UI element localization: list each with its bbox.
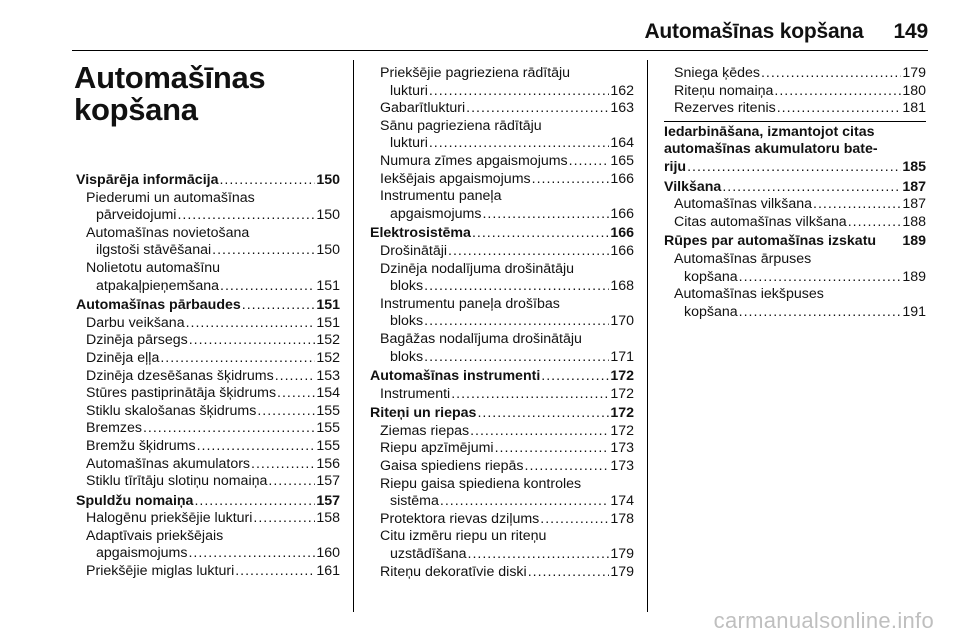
toc-entry[interactable]: Adaptīvais priekšējais apgaismojums ..... 160 (76, 528, 340, 563)
toc-entry[interactable]: Citas automašīnas vilkšana ..... 188 (664, 214, 926, 232)
toc-entry[interactable]: Sānu pagrieziena rādītāju lukturi ..... 164 (370, 118, 634, 153)
column-divider-1 (353, 60, 354, 612)
toc-entry[interactable]: Instrumentu paneļa apgaismojums ..... 166 (370, 188, 634, 223)
toc-entry[interactable]: Stūres pastiprinātāja šķidrums ..... 154 (76, 385, 340, 403)
toc-entry[interactable]: Riteņu nomaiņa ..... 180 (664, 83, 926, 101)
toc-entry[interactable]: Dzinēja eļļa ..... 152 (76, 350, 340, 368)
toc-entry[interactable]: Numura zīmes apgaismojums ..... 165 (370, 153, 634, 171)
toc-entry[interactable]: Drošinātāji ..... 166 (370, 243, 634, 261)
section-separator (664, 121, 926, 122)
toc-entry[interactable]: Riteņu dekoratīvie diski ..... 179 (370, 564, 634, 582)
toc-section[interactable]: Automašīnas pārbaudes ..... 151 (76, 297, 340, 315)
toc-entry[interactable]: Protektora rievas dziļums ..... 178 (370, 511, 634, 529)
page-header (600, 20, 928, 44)
toc-entry[interactable]: Automašīnas vilkšana ..... 187 (664, 196, 926, 214)
toc-entry[interactable]: Gabarītlukturi ..... 163 (370, 100, 634, 118)
toc-entry[interactable]: Instrumenti ..... 172 (370, 386, 634, 404)
toc-entry[interactable]: Gaisa spiediens riepās ..... 173 (370, 458, 634, 476)
toc-entry[interactable]: Automašīnas novietošana ilgstoši stāvēšanai ..... 150 (76, 225, 340, 260)
toc-entry[interactable]: Piederumi un automašīnas pārveidojumi ..... 150 (76, 190, 340, 225)
toc-entry[interactable]: Priekšējie pagrieziena rādītāju lukturi ..... 162 (370, 65, 634, 100)
toc-section[interactable]: Spuldžu nomaiņa ..... 157 (76, 493, 340, 511)
header-rule (72, 50, 928, 51)
chapter-title: Automašīnas kopšana (74, 60, 266, 127)
toc-entry[interactable]: Nolietotu automašīnu atpakaļpieņemšana ..... 151 (76, 260, 340, 295)
toc-entry[interactable]: Stiklu tīrītāju slotiņu nomaiņa ..... 157 (76, 473, 340, 491)
toc-entry[interactable]: Iekšējais apgaismojums ..... 166 (370, 171, 634, 189)
toc-entry[interactable]: Bremžu šķidrums ..... 155 (76, 438, 340, 456)
toc-column-1 (76, 172, 340, 581)
toc-entry[interactable]: Halogēnu priekšējie lukturi ..... 158 (76, 510, 340, 528)
header-title: Automašīnas kopšana (644, 20, 864, 43)
toc-entry[interactable]: Stiklu skalošanas šķidrums ..... 155 (76, 403, 340, 421)
page-number: 149 (893, 20, 928, 43)
toc-section[interactable]: Rūpes par automašīnas izskatu 189 (664, 233, 926, 250)
toc-entry[interactable]: Sniega ķēdes ..... 179 (664, 65, 926, 83)
toc-section[interactable]: Automašīnas instrumenti ..... 172 (370, 368, 634, 386)
toc-entry[interactable]: Rezerves ritenis ..... 181 (664, 100, 926, 118)
toc-entry[interactable]: Dzinēja pārsegs ..... 152 (76, 332, 340, 350)
toc-entry[interactable]: Darbu veikšana ..... 151 (76, 315, 340, 333)
toc-section[interactable]: Elektrosistēma ..... 166 (370, 225, 634, 243)
toc-entry[interactable]: Riepu apzīmējumi ..... 173 (370, 440, 634, 458)
toc-entry[interactable]: Bagāžas nodalījuma drošinātāju bloks ..... 171 (370, 331, 634, 366)
toc-entry[interactable]: Dzinēja nodalījuma drošinātāju bloks ..... 168 (370, 261, 634, 296)
toc-section[interactable]: Vispārēja informācija ..... 150 (76, 172, 340, 190)
toc-column-2 (370, 65, 634, 581)
toc-section[interactable]: Riteņi un riepas ..... 172 (370, 405, 634, 423)
toc-section[interactable]: Vilkšana ..... 187 (664, 179, 926, 197)
toc-section[interactable]: Iedarbināšana, izmantojot citas automašīnas akumulatoru bate- riju ..... 185 (664, 124, 926, 177)
toc-entry[interactable]: Citu izmēru riepu un riteņu uzstādīšana ..... 179 (370, 528, 634, 563)
column-divider-2 (647, 60, 648, 612)
toc-entry[interactable]: Riepu gaisa spiediena kontroles sistēma ..... 174 (370, 476, 634, 511)
toc-entry[interactable]: Ziemas riepas ..... 172 (370, 423, 634, 441)
toc-entry[interactable]: Bremzes ..... 155 (76, 420, 340, 438)
toc-entry[interactable]: Instrumentu paneļa drošības bloks ..... 170 (370, 296, 634, 331)
toc-entry[interactable]: Automašīnas akumulators ..... 156 (76, 456, 340, 474)
toc-entry[interactable]: Dzinēja dzesēšanas šķidrums ..... 153 (76, 368, 340, 386)
watermark: carmanualsonline.info (713, 608, 934, 633)
toc-entry[interactable]: Automašīnas iekšpuses kopšana ..... 191 (664, 286, 926, 321)
toc-entry[interactable]: Automašīnas ārpuses kopšana ..... 189 (664, 251, 926, 286)
toc-column-3 (664, 65, 926, 321)
toc-entry[interactable]: Priekšējie miglas lukturi ..... 161 (76, 563, 340, 581)
